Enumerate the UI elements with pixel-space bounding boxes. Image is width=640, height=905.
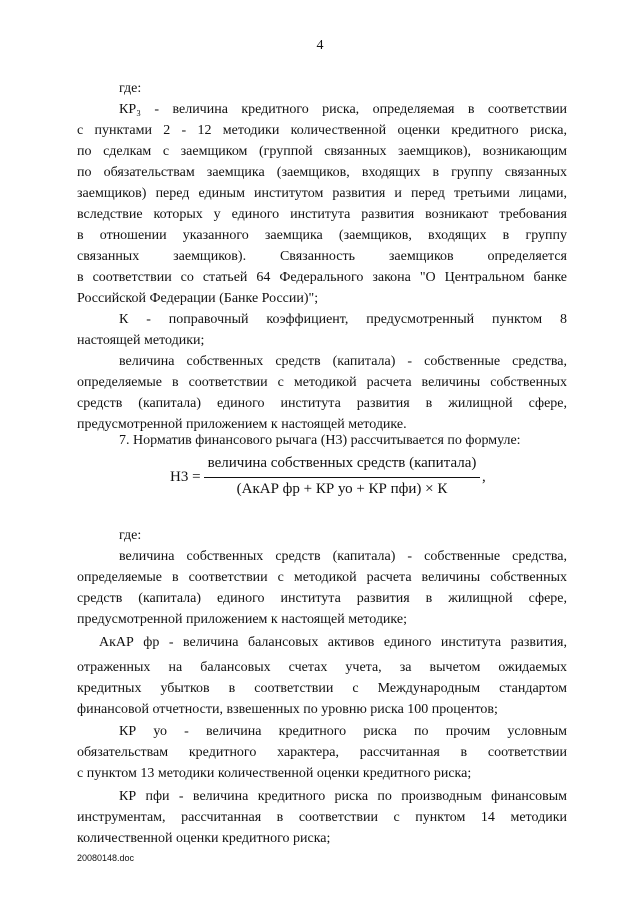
text-line: вследствие которых у единого института развития возникают требования bbox=[77, 207, 567, 222]
text-line: средств (капитала) единого института развития в жилищной сфере, bbox=[77, 396, 567, 411]
text-line: финансовой отчетности, взвешенных по уровню риска 100 процентов; bbox=[77, 702, 498, 717]
text-line: обязательствам кредитного характера, рассчитанная в соответствии bbox=[77, 745, 567, 760]
formula bbox=[170, 455, 500, 511]
text-line: АкАР фр - величина балансовых активов единого института развития, bbox=[99, 635, 567, 650]
text-line: по обязательствам заемщика (заемщиков, входящих в группу связанных bbox=[77, 165, 567, 180]
text-line: Российской Федерации (Банке России)"; bbox=[77, 291, 319, 306]
text-line: величина собственных средств (капитала) - собственные средства, bbox=[119, 549, 567, 564]
text-line: КР пфи - величина кредитного риска по производным финансовым bbox=[119, 789, 567, 804]
text-line: с пунктом 13 методики количественной оценки кредитного риска; bbox=[77, 766, 472, 781]
formula-lhs: Н3 = bbox=[170, 469, 201, 485]
text-line: связанных заемщиков). Связанность заемщиков определяется bbox=[77, 249, 567, 264]
text-line: определяемые в соответствии с методикой расчета величины собственных bbox=[77, 570, 567, 585]
text-line: КР₃ - величина кредитного риска, определяемая в соответствии bbox=[119, 102, 567, 117]
text-line: где: bbox=[119, 81, 142, 96]
formula-comma: , bbox=[482, 469, 486, 485]
text-line: с пунктами 2 - 12 методики количественной оценки кредитного риска, bbox=[77, 123, 567, 138]
formula-fraction-bar bbox=[204, 477, 480, 478]
text-line: величина собственных средств (капитала) - собственные средства, bbox=[119, 354, 567, 369]
text-line: средств (капитала) единого института развития в жилищной сфере, bbox=[77, 591, 567, 606]
text-line: в соответствии со статьей 64 Федерального закона "О Центральном банке bbox=[77, 270, 567, 285]
text-line: 7. Норматив финансового рычага (Н3) рассчитывается по формуле: bbox=[119, 433, 521, 448]
text-line: заемщиков) перед единым институтом развития и перед третьими лицами, bbox=[77, 186, 567, 201]
text-line: предусмотренной приложением к настоящей методике. bbox=[77, 417, 407, 432]
text-line: К - поправочный коэффициент, предусмотренный пунктом 8 bbox=[119, 312, 567, 327]
text-line: предусмотренной приложением к настоящей методике; bbox=[77, 612, 407, 627]
text-line: количественной оценки кредитного риска; bbox=[77, 831, 331, 846]
text-line: отраженных на балансовых счетах учета, за вычетом ожидаемых bbox=[77, 660, 567, 675]
text-line: где: bbox=[119, 528, 142, 543]
text-line: по сделкам с заемщиком (группой связанных заемщиков), возникающим bbox=[77, 144, 567, 159]
footer-filename: 20080148.doc bbox=[77, 853, 135, 863]
text-line: в отношении указанного заемщика (заемщиков, входящих в группу bbox=[77, 228, 567, 243]
text-line: инструментам, рассчитанная в соответствии с пунктом 14 методики bbox=[77, 810, 567, 825]
page-number: 4 bbox=[316, 38, 324, 53]
text-line: определяемые в соответствии с методикой расчета величины собственных bbox=[77, 375, 567, 390]
text-line: КР уо - величина кредитного риска по прочим условным bbox=[119, 724, 567, 739]
text-line: настоящей методики; bbox=[77, 333, 205, 348]
text-line: кредитных убытков в соответствии с Международным стандартом bbox=[77, 681, 567, 696]
formula-denominator: (АкАР фр + КР уо + КР пфи) × К bbox=[236, 481, 448, 497]
formula-numerator: величина собственных средств (капитала) bbox=[207, 455, 477, 471]
